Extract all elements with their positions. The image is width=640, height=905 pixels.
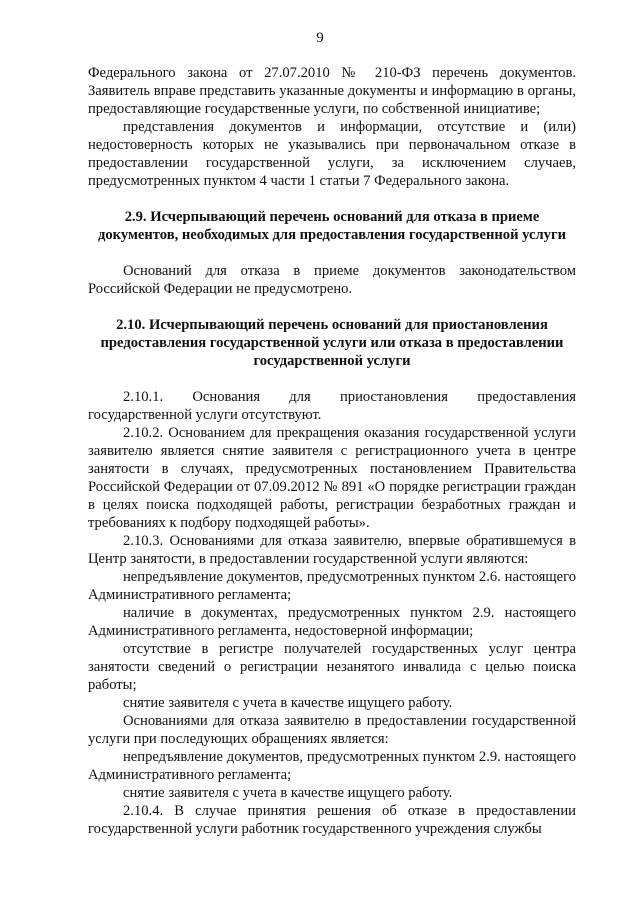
paragraph-documents-information: представления документов и информации, отсутствие и (или) недостоверность которых не указывались при первоначальном отказе в предоставлении государственной услуги, за исключением случаев, предусмотренных пунктом 4 части 1 статьи 7 Федерального закона. <box>88 119 576 189</box>
list-item-no-registry: отсутствие в регистре получателей государственных услуг центра занятости сведений о регистрации незанятого инвалида с целью поиска работы; <box>88 641 576 693</box>
paragraph-2-10-3: 2.10.3. Основаниями для отказа заявителю, впервые обратившемуся в Центр занятости, в предоставлении государственной услуги являются: <box>88 533 576 567</box>
list-item-non-presentation-2: непредъявление документов, предусмотренных пунктом 2.9. настоящего Административного регламента; <box>88 749 576 783</box>
section-heading-2-10: 2.10. Исчерпывающий перечень оснований для приостановления предоставления государственной услуги или отказа в предоставлении государственной услуги <box>100 317 564 369</box>
paragraph-2-10-1: 2.10.1. Основания для приостановления предоставления государственной услуги отсутствуют. <box>88 389 576 423</box>
section-heading-2-9: 2.9. Исчерпывающий перечень оснований для отказа в приеме документов, необходимых для предоставления государственной услуги <box>98 209 566 243</box>
list-item-deregistration-2: снятие заявителя с учета в качестве ищущего работу. <box>123 785 453 801</box>
paragraph-no-grounds: Оснований для отказа в приеме документов законодательством Российской Федерации не предусмотрено. <box>88 263 576 297</box>
list-item-deregistration: снятие заявителя с учета в качестве ищущего работу. <box>123 695 453 711</box>
list-item-false-information: наличие в документах, предусмотренных пунктом 2.9. настоящего Административного регламента, недостоверной информации; <box>88 605 576 639</box>
paragraph-2-10-2: 2.10.2. Основанием для прекращения оказания государственной услуги заявителю является снятие заявителя с регистрационного учета в центре занятости в случаях, предусмотренных постановлением Правительства Российской Федерации от 07.09.2012 № 891 «О порядке регистрации граждан в целях поиска подходящей работы, регистрации безработных граждан и требованиях к подбору подходящей работы». <box>88 425 576 531</box>
document-body <box>88 64 576 838</box>
page-number: 9 <box>316 30 324 46</box>
paragraph-law-reference: Федерального закона от 27.07.2010 № 210-ФЗ перечень документов. Заявитель вправе представить указанные документы и информацию в органы, предоставляющие государственные услуги, по собственной инициативе; <box>88 65 576 117</box>
paragraph-subsequent-grounds: Основаниями для отказа заявителю в предоставлении государственной услуги при последующих обращениях является: <box>88 713 576 747</box>
list-item-non-presentation: непредъявление документов, предусмотренных пунктом 2.6. настоящего Административного регламента; <box>88 569 576 603</box>
paragraph-2-10-4: 2.10.4. В случае принятия решения об отказе в предоставлении государственной услуги работник государственного учреждения службы <box>88 803 576 837</box>
